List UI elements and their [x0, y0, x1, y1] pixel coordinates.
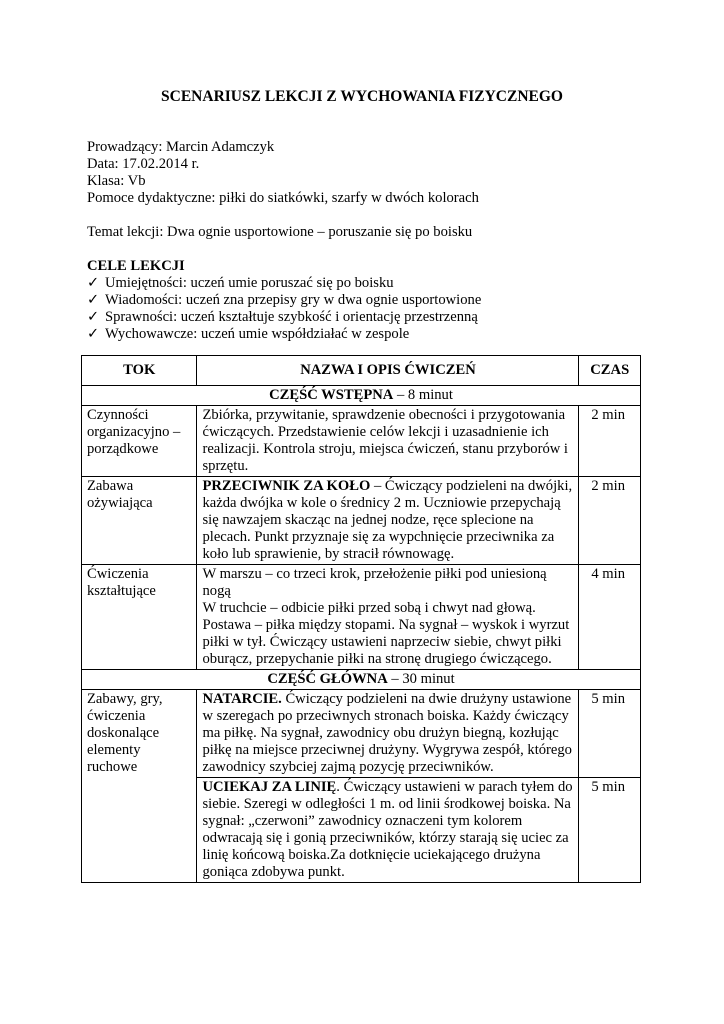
exercise-text: – Ćwiczący podzieleni na dwójki, każda dwójka w kole o średnicy 2 m. Uczniowie przepychają się nawzajem skacząc na jednej nodze, ręce splecione na plecach. Punkt przyznaje się za wypchnięcie przeciwnika za koło lub sprawienie, by stracił równowagę.	[202, 478, 573, 562]
class-line: Klasa: Vb	[87, 173, 146, 189]
table-header-row	[82, 356, 641, 386]
section-duration: – 8 minut	[393, 387, 453, 403]
lesson-topic: Temat lekcji: Dwa ognie usportowione – poruszanie się po boisku	[87, 224, 473, 240]
lesson-meta	[87, 139, 479, 207]
goal-text: Umiejętności: uczeń umie poruszać się po boisku	[105, 275, 394, 291]
goal-item	[87, 326, 481, 343]
lesson-table	[81, 355, 641, 883]
cell-czas: 5 min	[579, 690, 641, 778]
exercise-title: UCIEKAJ ZA LINIĘ	[202, 779, 337, 795]
check-icon: ✓	[87, 326, 100, 342]
goal-item	[87, 292, 481, 309]
table-row	[82, 477, 641, 565]
cell-tok: Czynności organizacyjno – porządkowe	[82, 406, 197, 477]
goal-text: Sprawności: uczeń kształtuje szybkość i orientację przestrzenną	[105, 309, 478, 325]
goal-item	[87, 309, 481, 326]
cell-czas: 2 min	[579, 477, 641, 565]
section-title	[82, 670, 641, 690]
exercise-text: . Ćwiczący ustawieni w parach tyłem do siebie. Szeregi w odległości 1 m. od linii środkowej boiska. Na sygnał: „czerwoni” zawodnicy oznaczeni tym kolorem odwracają się i gonią przeciwników, którzy starają się uciec za linię końcową boiska.Za dotknięcie uciekającego drużyna goniąca zdobywa punkt.	[202, 779, 573, 880]
exercise-line: W marszu – co trzeci krok, przełożenie piłki pod uniesioną nogą	[202, 566, 547, 599]
table-row	[82, 690, 641, 778]
header-tok: TOK	[82, 356, 197, 386]
check-icon: ✓	[87, 309, 100, 325]
check-icon: ✓	[87, 292, 100, 308]
date-line: Data: 17.02.2014 r.	[87, 156, 200, 172]
table-row	[82, 406, 641, 477]
exercise-text: Ćwiczący podzieleni na dwie drużyny ustawione w szeregach po przeciwnych stronach boiska. Każdy ćwiczący ma piłkę. Na sygnał, zawodnicy obu drużyn biegną, kozłując piłkę na miejsce przeciwnej drużyny. Wygrywa zespół, którego zawodnicy szybciej zajmą pozycję przeciwników.	[202, 691, 572, 775]
header-opis: NAZWA I OPIS ĆWICZEŃ	[197, 356, 579, 386]
cell-opis	[197, 565, 579, 670]
page-title: SCENARIUSZ LEKCJI Z WYCHOWANIA FIZYCZNEGO	[161, 88, 563, 105]
cell-opis: Zbiórka, przywitanie, sprawdzenie obecności i przygotowania ćwiczących. Przedstawienie celów lekcji i uzasadnienie ich realizacji. Kontrola stroju, miejsca ćwiczeń, stanu przyborów i sprzętu.	[197, 406, 579, 477]
cell-tok: Zabawy, gry, ćwiczenia doskonalące elementy ruchowe	[82, 690, 197, 883]
exercise-title: NATARCIE.	[202, 691, 282, 707]
lesson-goals	[87, 258, 481, 343]
section-row-intro	[82, 386, 641, 406]
cell-tok: Zabawa ożywiająca	[82, 477, 197, 565]
section-title	[82, 386, 641, 406]
section-row-main	[82, 670, 641, 690]
goal-text: Wiadomości: uczeń zna przepisy gry w dwa ognie usportowione	[105, 292, 482, 308]
goals-title: CELE LEKCJI	[87, 258, 185, 274]
exercise-title: PRZECIWNIK ZA KOŁO	[202, 478, 371, 494]
teacher-line: Prowadzący: Marcin Adamczyk	[87, 139, 275, 155]
teaching-aids-line: Pomoce dydaktyczne: piłki do siatkówki, szarfy w dwóch kolorach	[87, 190, 479, 206]
exercise-line: W truchcie – odbicie piłki przed sobą i chwyt nad głową.	[202, 600, 536, 616]
cell-czas: 5 min	[579, 778, 641, 883]
cell-opis	[197, 690, 579, 778]
header-czas: CZAS	[579, 356, 641, 386]
cell-opis	[197, 778, 579, 883]
check-icon: ✓	[87, 275, 100, 291]
cell-tok: Ćwiczenia kształtujące	[82, 565, 197, 670]
section-name: CZĘŚĆ GŁÓWNA	[267, 671, 388, 687]
cell-czas: 4 min	[579, 565, 641, 670]
section-duration: – 30 minut	[387, 671, 455, 687]
cell-opis	[197, 477, 579, 565]
goal-text: Wychowawcze: uczeń umie współdziałać w zespole	[105, 326, 410, 342]
table-row	[82, 565, 641, 670]
section-name: CZĘŚĆ WSTĘPNA	[269, 387, 394, 403]
exercise-line: Postawa – piłka między stopami. Na sygnał – wyskok i wyrzut piłki w tył. Ćwiczący ustawieni naprzeciw siebie, chwyt piłki oburącz, przepychanie piłki na stronę drugiego ćwiczącego.	[202, 617, 570, 667]
cell-czas: 2 min	[579, 406, 641, 477]
goal-item	[87, 275, 481, 292]
